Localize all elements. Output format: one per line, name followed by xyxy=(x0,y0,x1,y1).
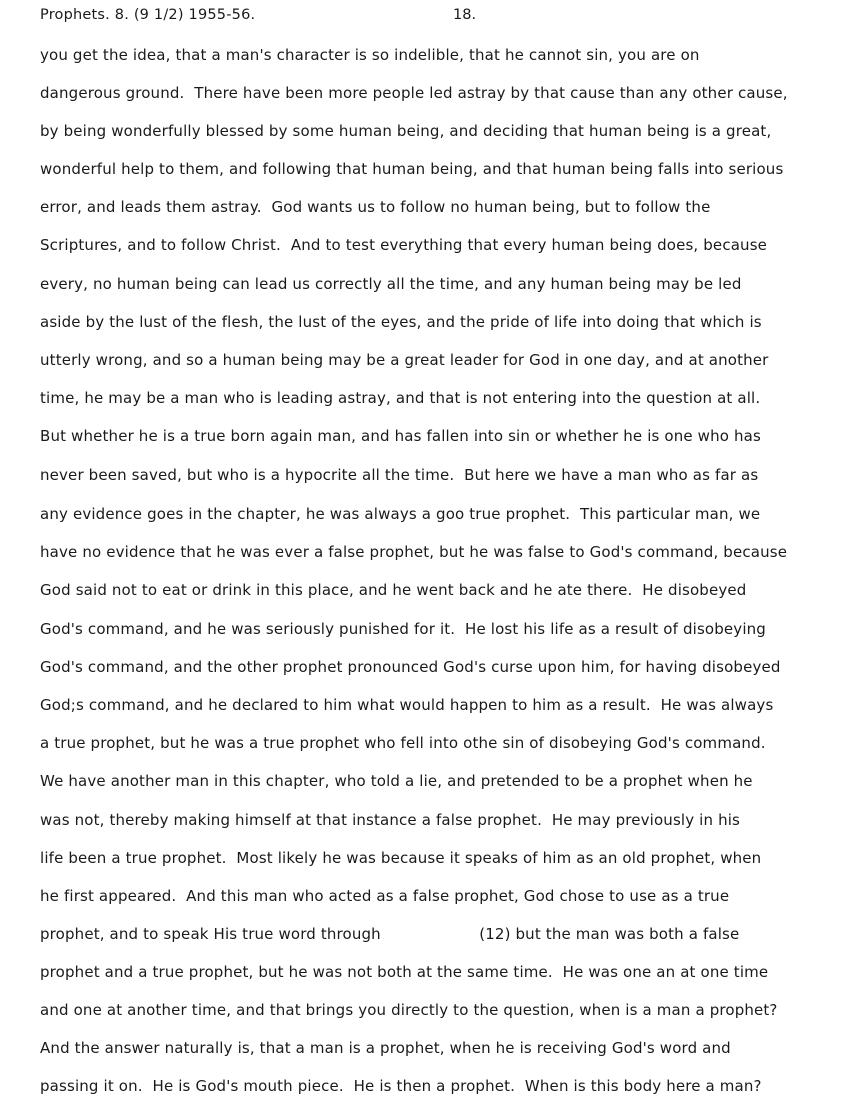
body-line: prophet and a true prophet, but he was not both at the same time. He was one an at one time xyxy=(40,963,769,981)
body-line: life been a true prophet. Most likely he was because it speaks of him as an old prophet, when xyxy=(40,849,762,867)
body-line: every, no human being can lead us correctly all the time, and any human being may be led xyxy=(40,275,742,293)
body-line: he first appeared. And this man who acted as a false prophet, God chose to use as a true xyxy=(40,887,730,905)
body-line: any evidence goes in the chapter, he was always a goo true prophet. This particular man, we xyxy=(40,505,761,523)
body-line: by being wonderfully blessed by some human being, and deciding that human being is a great, xyxy=(40,122,772,140)
body-line: aside by the lust of the flesh, the lust of the eyes, and the pride of life into doing that which is xyxy=(40,313,762,331)
page-header-title: Prophets. 8. (9 1/2) 1955-56. xyxy=(40,7,256,23)
body-line: never been saved, but who is a hypocrite all the time. But here we have a man who as far as xyxy=(40,466,759,484)
page-number: 18. xyxy=(453,7,477,23)
body-line: error, and leads them astray. God wants us to follow no human being, but to follow the xyxy=(40,198,711,216)
body-line: you get the idea, that a man's character is so indelible, that he cannot sin, you are on xyxy=(40,46,700,64)
body-line: have no evidence that he was ever a false prophet, but he was false to God's command, because xyxy=(40,543,788,561)
body-line: We have another man in this chapter, who told a lie, and pretended to be a prophet when he xyxy=(40,772,753,790)
body-line: But whether he is a true born again man, and has fallen into sin or whether he is one who has xyxy=(40,427,761,445)
body-line: prophet, and to speak His true word through (12) but the man was both a false xyxy=(40,925,740,943)
body-line: wonderful help to them, and following that human being, and that human being falls into serious xyxy=(40,160,784,178)
body-line: utterly wrong, and so a human being may be a great leader for God in one day, and at another xyxy=(40,351,769,369)
body-line: passing it on. He is God's mouth piece. He is then a prophet. When is this body here a man? xyxy=(40,1077,762,1095)
body-line: was not, thereby making himself at that instance a false prophet. He may previously in his xyxy=(40,811,741,829)
body-line: time, he may be a man who is leading astray, and that is not entering into the question at all. xyxy=(40,389,761,407)
body-line: God's command, and he was seriously punished for it. He lost his life as a result of disobeying xyxy=(40,620,766,638)
body-line: God said not to eat or drink in this place, and he went back and he ate there. He disobeyed xyxy=(40,581,747,599)
body-line: and one at another time, and that brings you directly to the question, when is a man a prophet? xyxy=(40,1001,778,1019)
body-line: a true prophet, but he was a true prophet who fell into othe sin of disobeying God's command. xyxy=(40,734,766,752)
body-line: dangerous ground. There have been more people led astray by that cause than any other cause, xyxy=(40,84,788,102)
body-line: Scriptures, and to follow Christ. And to test everything that every human being does, because xyxy=(40,236,768,254)
body-line: And the answer naturally is, that a man is a prophet, when he is receiving God's word and xyxy=(40,1039,731,1057)
body-line: God;s command, and he declared to him what would happen to him as a result. He was always xyxy=(40,696,774,714)
body-line: God's command, and the other prophet pronounced God's curse upon him, for having disobeyed xyxy=(40,658,781,676)
